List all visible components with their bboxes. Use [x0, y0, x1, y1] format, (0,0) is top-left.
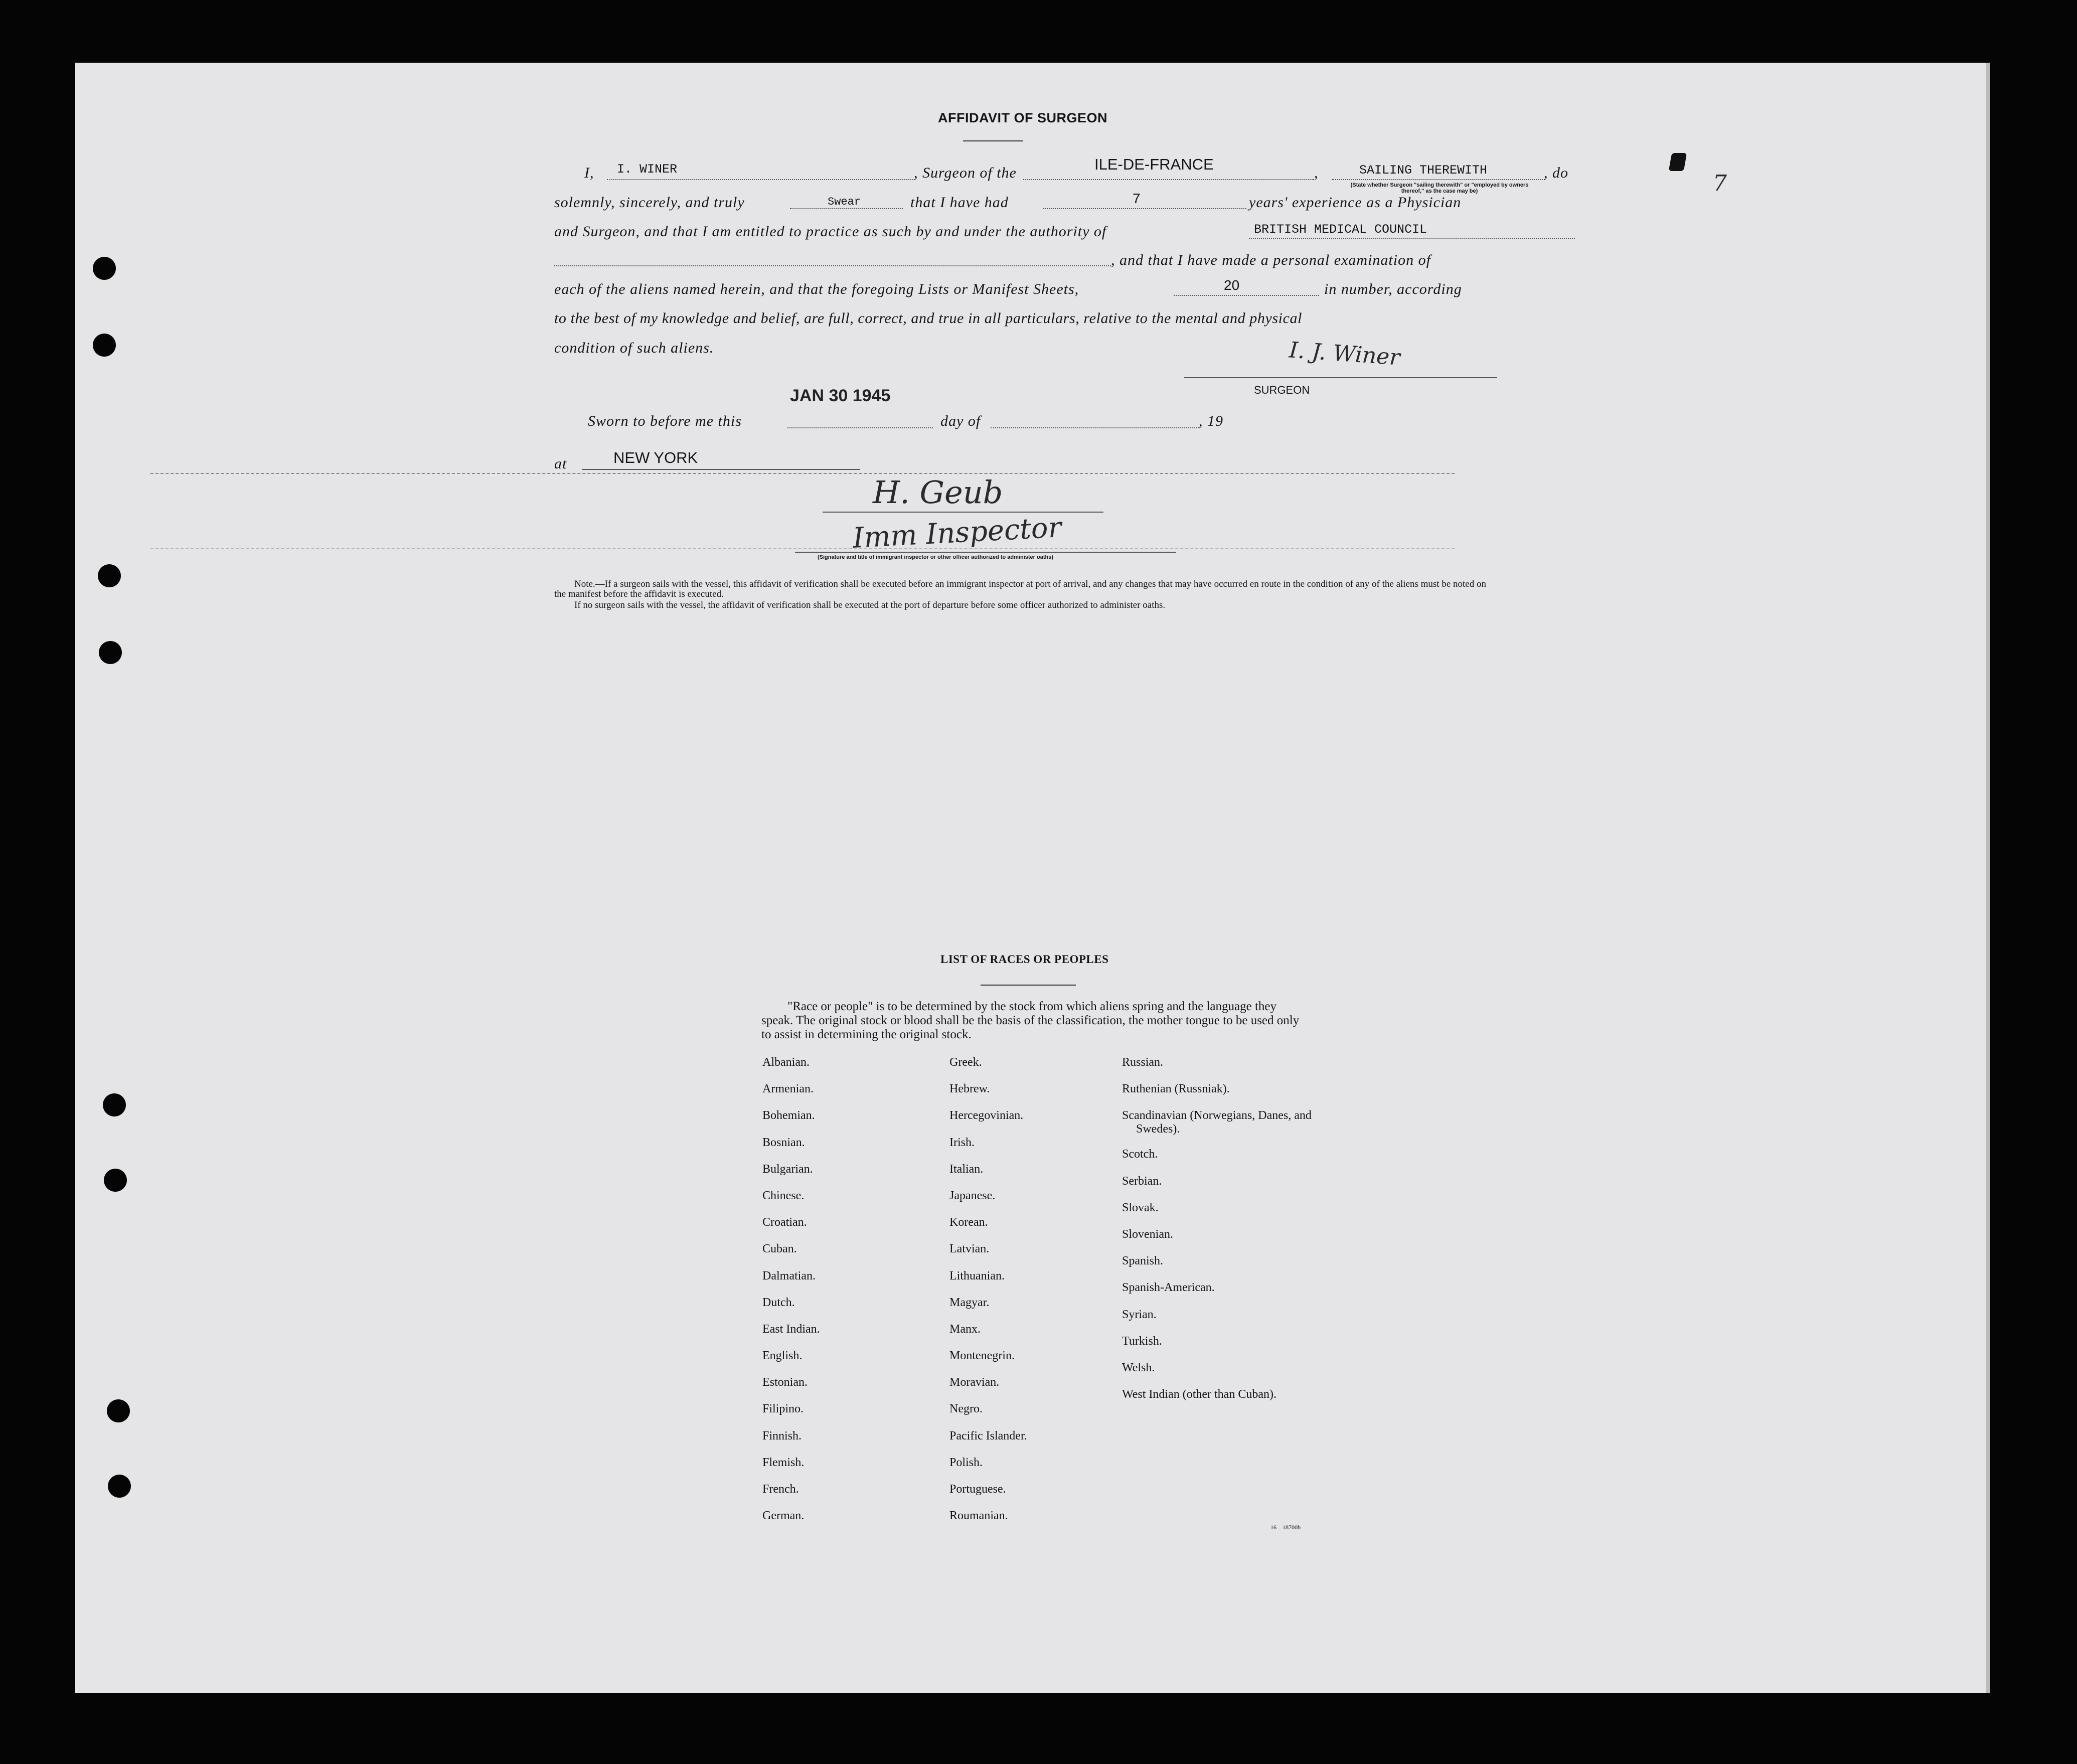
surgeon-name-value: I. WINER [617, 162, 678, 177]
race-item: Estonian. [762, 1376, 808, 1389]
race-item: Ruthenian (Russniak). [1122, 1082, 1230, 1096]
race-item: Italian. [949, 1162, 984, 1176]
oath-value: Swear [828, 196, 861, 208]
race-item: French. [762, 1483, 799, 1496]
label-at: at [554, 455, 567, 472]
surgeon-caption: SURGEON [1254, 384, 1310, 396]
race-item: Manx. [949, 1322, 981, 1336]
blank-sworn-day [787, 427, 933, 428]
punch-hole [104, 1169, 127, 1192]
race-item: Turkish. [1122, 1334, 1162, 1348]
punch-hole [107, 1399, 130, 1422]
race-item: Greek. [949, 1056, 982, 1069]
race-item: Finnish. [762, 1429, 802, 1442]
races-column-1 [762, 1056, 820, 1536]
inspector-caption: (Signature and title of immigrant inspector or other officer authorized to administer oaths) [818, 554, 1053, 560]
race-item: Cuban. [762, 1242, 797, 1256]
punch-hole [93, 257, 116, 280]
blank-surgeon-name [607, 179, 915, 180]
race-item: Bohemian. [762, 1109, 815, 1122]
race-item: English. [762, 1349, 803, 1363]
document-page [75, 63, 1990, 1693]
signature-line-inspector [823, 512, 1103, 513]
faint-ruled-line [150, 548, 1455, 549]
race-item: Spanish. [1122, 1254, 1164, 1268]
race-item: Japanese. [949, 1189, 996, 1202]
blank-years [1043, 208, 1246, 209]
label-in-number: in number, according [1324, 281, 1462, 297]
inspector-signature: H. Geub [873, 474, 1003, 511]
punch-hole [103, 1093, 126, 1116]
surgeon-signature: I. J. Winer [1288, 337, 1401, 371]
race-item: Roumanian. [949, 1509, 1008, 1523]
sailing-value: SAILING THEREWITH [1359, 163, 1488, 178]
race-item: Serbian. [1122, 1174, 1162, 1188]
races-column-3 [1122, 1056, 1327, 1418]
label-that-i-have-had: that I have had [910, 194, 1009, 211]
label-sworn: Sworn to before me this [588, 413, 742, 429]
faint-ruled-line [150, 473, 1455, 474]
blank-place [582, 469, 860, 470]
blank-sailing [1332, 179, 1545, 180]
blank-sheets [1174, 295, 1319, 296]
race-item: Spanish-American. [1122, 1281, 1215, 1295]
race-item: Moravian. [949, 1376, 1000, 1389]
race-item: Syrian. [1122, 1308, 1157, 1321]
label-condition: condition of such aliens. [554, 340, 714, 356]
race-item: Slovak. [1122, 1201, 1159, 1214]
race-item: Montenegrin. [949, 1349, 1015, 1363]
race-item: Lithuanian. [949, 1269, 1005, 1282]
date-stamp: JAN 30 1945 [790, 386, 891, 405]
race-item: West Indian (other than Cuban). [1122, 1388, 1276, 1401]
label-each-of-aliens: each of the aliens named herein, and that the foregoing Lists or Manifest Sheets, [554, 281, 1079, 297]
race-item: Bulgarian. [762, 1162, 813, 1176]
label-nineteen: , 19 [1199, 413, 1223, 429]
label-do: , do [1544, 165, 1568, 181]
race-item: Irish. [949, 1136, 975, 1149]
corner-ink-mark [1669, 153, 1687, 171]
punch-hole [99, 641, 122, 664]
sailing-instruction: (State whether Surgeon "sailing therewith" or "employed by owners thereof," as the case may be) [1350, 182, 1529, 194]
title-underline [963, 140, 1023, 141]
race-item: Pacific Islander. [949, 1429, 1027, 1442]
race-item: Russian. [1122, 1056, 1164, 1069]
label-personal-exam: , and that I have made a personal examination of [1111, 252, 1431, 268]
race-item: Scotch. [1122, 1148, 1158, 1161]
race-item: Scandinavian (Norwegians, Danes, and Swedes). [1122, 1109, 1312, 1136]
races-column-2 [949, 1056, 1027, 1536]
label-i: I, [584, 165, 594, 181]
label-years-experience: years' experience as a Physician [1249, 194, 1462, 211]
punch-hole [93, 334, 116, 357]
place-value: NEW YORK [613, 449, 698, 466]
race-item: Dalmatian. [762, 1269, 816, 1282]
form-number: 16—18700b [1270, 1524, 1301, 1531]
punch-hole [98, 564, 121, 587]
punch-hole [108, 1475, 131, 1498]
blank-authority [1249, 238, 1575, 239]
race-item: East Indian. [762, 1322, 820, 1336]
race-item: Negro. [949, 1402, 983, 1416]
note-paragraph-2: If no surgeon sails with the vessel, the affidavit of verification shall be executed at the port of departure before some officer authorized to administer oaths. [574, 600, 1166, 610]
race-item: Latvian. [949, 1242, 990, 1256]
inspector-title: Imm Inspector [852, 511, 1062, 555]
blank-authority-continued [554, 265, 1111, 266]
race-item: Chinese. [762, 1189, 805, 1202]
race-item: Croatian. [762, 1216, 807, 1229]
blank-sworn-month [991, 427, 1199, 428]
race-item: Dutch. [762, 1296, 795, 1309]
label-to-the-best: to the best of my knowledge and belief, are full, correct, and true in all particulars, relative to the mental and physical [554, 310, 1303, 327]
race-item: Slovenian. [1122, 1227, 1173, 1241]
label-solemnly: solemnly, sincerely, and truly [554, 194, 745, 211]
race-item: Filipino. [762, 1402, 804, 1416]
race-item: Armenian. [762, 1082, 814, 1096]
race-item: Hercegovinian. [949, 1109, 1024, 1122]
race-item: Portuguese. [949, 1483, 1006, 1496]
race-item: Korean. [949, 1216, 988, 1229]
blank-vessel [1023, 179, 1314, 180]
sheets-value: 20 [1224, 277, 1240, 293]
authority-value: BRITISH MEDICAL COUNCIL [1254, 222, 1427, 237]
races-intro: "Race or people" is to be determined by the stock from which aliens spring and the language they speak. The original stock or blood shall be the basis of the classification, the mother tongue to be used only to assist in determining the original stock. [761, 1000, 1300, 1041]
signature-line-surgeon [1184, 377, 1497, 378]
race-item: Magyar. [949, 1296, 990, 1309]
signature-line-title [795, 552, 1176, 553]
race-item: Flemish. [762, 1456, 805, 1469]
page-number: 7 [1713, 171, 1727, 196]
label-day-of: day of [940, 413, 981, 429]
blank-oath [790, 208, 903, 209]
label-surgeon-of: , Surgeon of the [914, 165, 1017, 181]
race-item: Albanian. [762, 1056, 810, 1069]
note-paragraph-1: Note.—If a surgeon sails with the vessel, this affidavit of verification shall be executed before an immigrant inspector at port of arrival, and any changes that may have occurred en route in the condition of any of the aliens must be noted on the manifest before the affidavit is executed. [554, 579, 1486, 599]
race-item: Bosnian. [762, 1136, 805, 1149]
races-title-underline [981, 985, 1076, 986]
races-title: LIST OF RACES OR PEOPLES [940, 953, 1109, 966]
label-comma: , [1314, 165, 1319, 181]
vessel-value: ILE-DE-FRANCE [1094, 155, 1214, 173]
race-item: German. [762, 1509, 805, 1523]
race-item: Welsh. [1122, 1361, 1155, 1374]
race-item: Polish. [949, 1456, 983, 1469]
years-value: 7 [1133, 191, 1141, 206]
label-and-surgeon: and Surgeon, and that I am entitled to practice as such by and under the authority of [554, 223, 1107, 240]
race-item: Hebrew. [949, 1082, 990, 1096]
affidavit-title: AFFIDAVIT OF SURGEON [938, 110, 1107, 125]
